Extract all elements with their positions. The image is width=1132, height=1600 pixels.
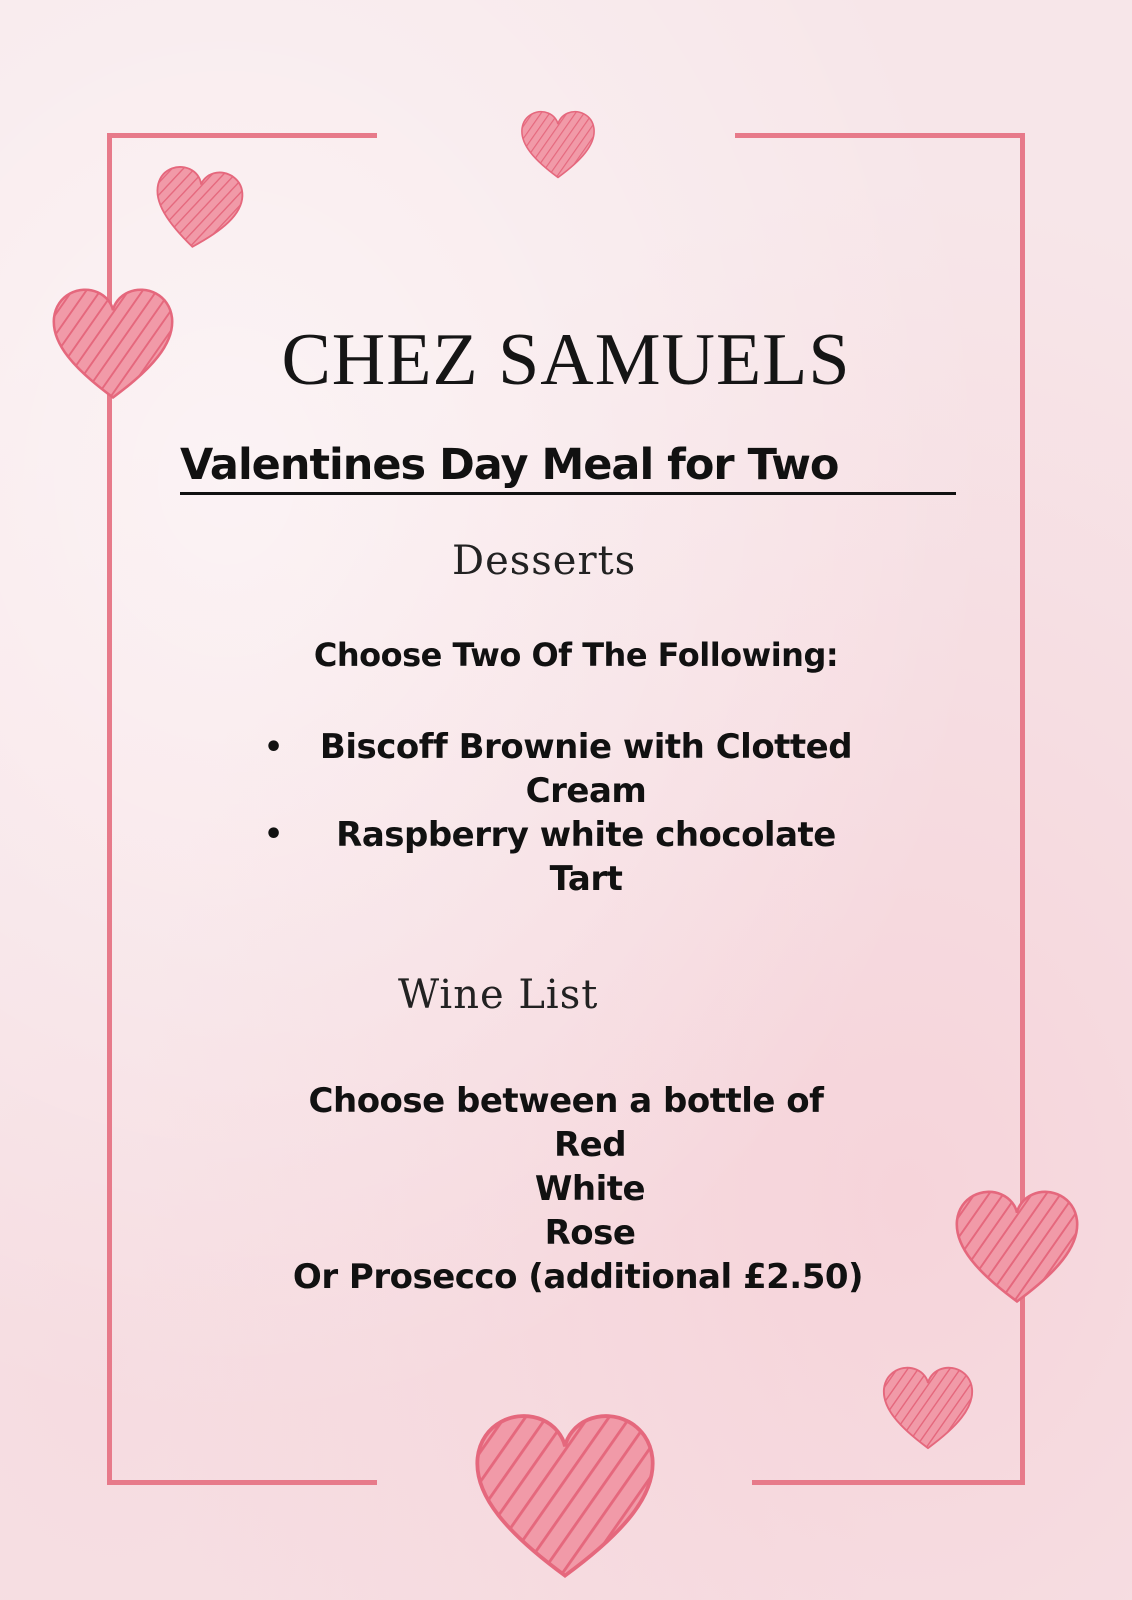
- wine-line: Red: [553, 1125, 627, 1165]
- wine-line: Choose between a bottle of: [308, 1081, 824, 1121]
- wine-line: Or Prosecco (additional £2.50): [292, 1257, 864, 1297]
- bullet-marker: •: [264, 730, 284, 765]
- desserts-instruction: Choose Two Of The Following:: [313, 636, 839, 674]
- heart-icon: [518, 107, 598, 179]
- heart-icon: [874, 1362, 982, 1450]
- wine-list-heading: Wine List: [398, 972, 599, 1018]
- wine-line: Rose: [544, 1213, 636, 1253]
- frame-bottom-right: [752, 1480, 1025, 1485]
- wine-line: White: [534, 1169, 646, 1209]
- subtitle-underline: [180, 492, 956, 495]
- dessert-item-line: Tart: [549, 859, 623, 899]
- heart-icon: [470, 1404, 660, 1580]
- dessert-item-line: Biscoff Brownie with Clotted: [319, 727, 853, 767]
- heart-icon: [145, 158, 252, 256]
- restaurant-name: CHEZ SAMUELS: [281, 319, 851, 401]
- frame-bottom-left: [107, 1480, 377, 1485]
- frame-top-left: [107, 133, 377, 138]
- desserts-heading: Desserts: [452, 538, 637, 584]
- dessert-item-line: Cream: [525, 771, 647, 811]
- dessert-item-line: Raspberry white chocolate: [336, 815, 836, 855]
- bullet-marker: •: [264, 817, 284, 852]
- frame-top-right: [735, 133, 1025, 138]
- menu-subtitle: Valentines Day Meal for Two: [180, 440, 839, 490]
